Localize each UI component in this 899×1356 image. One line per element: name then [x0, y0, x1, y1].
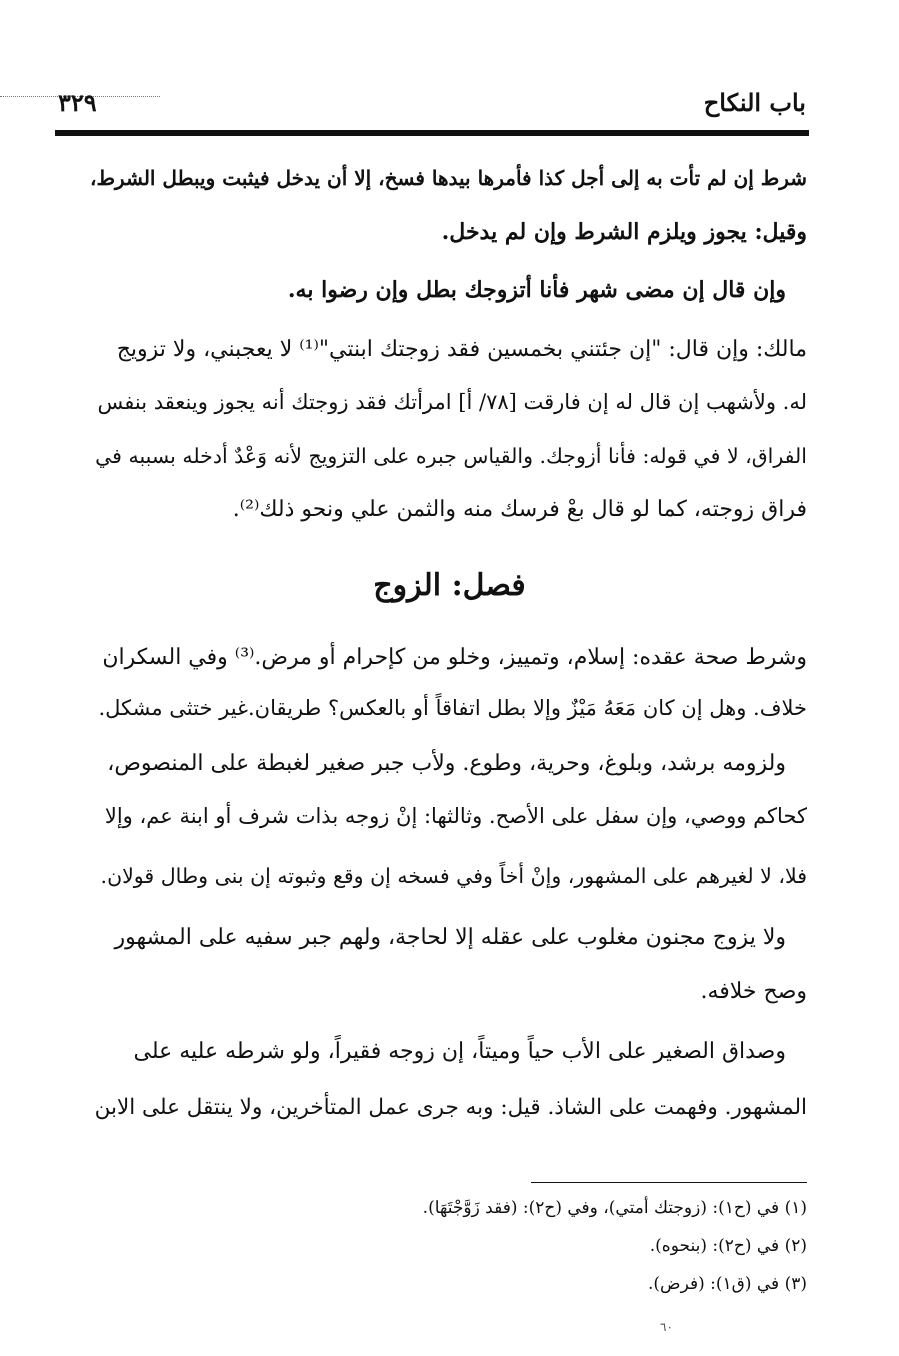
page-mark: ٦٠: [660, 1320, 673, 1334]
text-line: كحاكم ووصي، وإن سفل على الأصح. وثالثها: إنْ زوجه بذات شرف أو ابنة عم، وإلا: [104, 804, 807, 828]
section-title: فصل: الزوج: [373, 568, 526, 603]
text-line: ولزومه برشد، وبلوغ، وحرية، وطوع. ولأب جبر صغير لغبطة على المنصوص،: [107, 751, 786, 776]
text-line: المشهور. وفهمت على الشاذ. قيل: وبه جرى عمل المتأخرين، ولا ينتقل على الابن: [94, 1095, 807, 1120]
text-line: له. ولأشهب إن قال له إن فارقت [٧٨/ أ] امرأتك فقد زوجتك أنه يجوز وينعقد بنفس: [97, 390, 807, 414]
footnote-rule: [531, 1182, 807, 1183]
footnote: (٣) في (ق١): (فرض).: [648, 1274, 807, 1294]
text-line: الفراق، لا في قوله: فأنا أزوجك. والقياس جبره على التزويج لأنه وَعْدٌ أدخله بسببه في: [95, 444, 807, 468]
footnote: (٢) في (ح٢): (بنحوه).: [649, 1236, 807, 1256]
text-line: ولا يزوج مجنون مغلوب على عقله إلا لحاجة، ولهم جبر سفيه على المشهور: [114, 925, 786, 950]
text-line: خلاف. وهل إن كان مَعَهُ مَيْزٌ وإلا بطل اتفاقاً أو بالعكس؟ طريقان.غير ختثى مشكل.: [98, 696, 807, 720]
text-line: فلا، لا لغيرهم على المشهور، وإنْ أخاً وفي فسخه إن وقع وثبوته إن بنى وطال قولان.: [100, 864, 807, 888]
text-line: مالك: وإن قال: "إن جئتني بخمسين فقد زوجتك ابنتي"⁽¹⁾ لا يعجبني، ولا تزويج: [116, 337, 807, 362]
chapter-title: باب النكاح: [703, 88, 806, 117]
text-line: وقيل: يجوز ويلزم الشرط وإن لم يدخل.: [441, 219, 807, 245]
text-line: شرط إن لم تأت به إلى أجل كذا فأمرها بيدها فسخ، إلا أن يدخل فيثبت ويبطل الشرط،: [89, 166, 807, 190]
footnote: (١) في (ح١): (زوجتك أمتي)، وفي (ح٢): (فقد زَوَّجْتَهَا).: [422, 1198, 807, 1218]
page-number: ٣٢٩: [58, 88, 97, 117]
text-line: وشرط صحة عقده: إسلام، وتمييز، وخلو من كإحرام أو مرض.⁽³⁾ وفي السكران: [102, 645, 807, 670]
page-header: [58, 88, 806, 128]
text-line: وصداق الصغير على الأب حياً وميتاً، إن زوجه فقيراً، ولو شرطه عليه على: [133, 1039, 786, 1064]
text-line: وإن قال إن مضى شهر فأنا أتزوجك بطل وإن رضوا به.: [287, 277, 786, 303]
text-line: فراق زوجته، كما لو قال بعْ فرسك منه والثمن علي ونحو ذلك⁽²⁾.: [232, 497, 807, 522]
header-rule: [55, 130, 809, 136]
text-line: وصح خلافه.: [700, 979, 807, 1004]
